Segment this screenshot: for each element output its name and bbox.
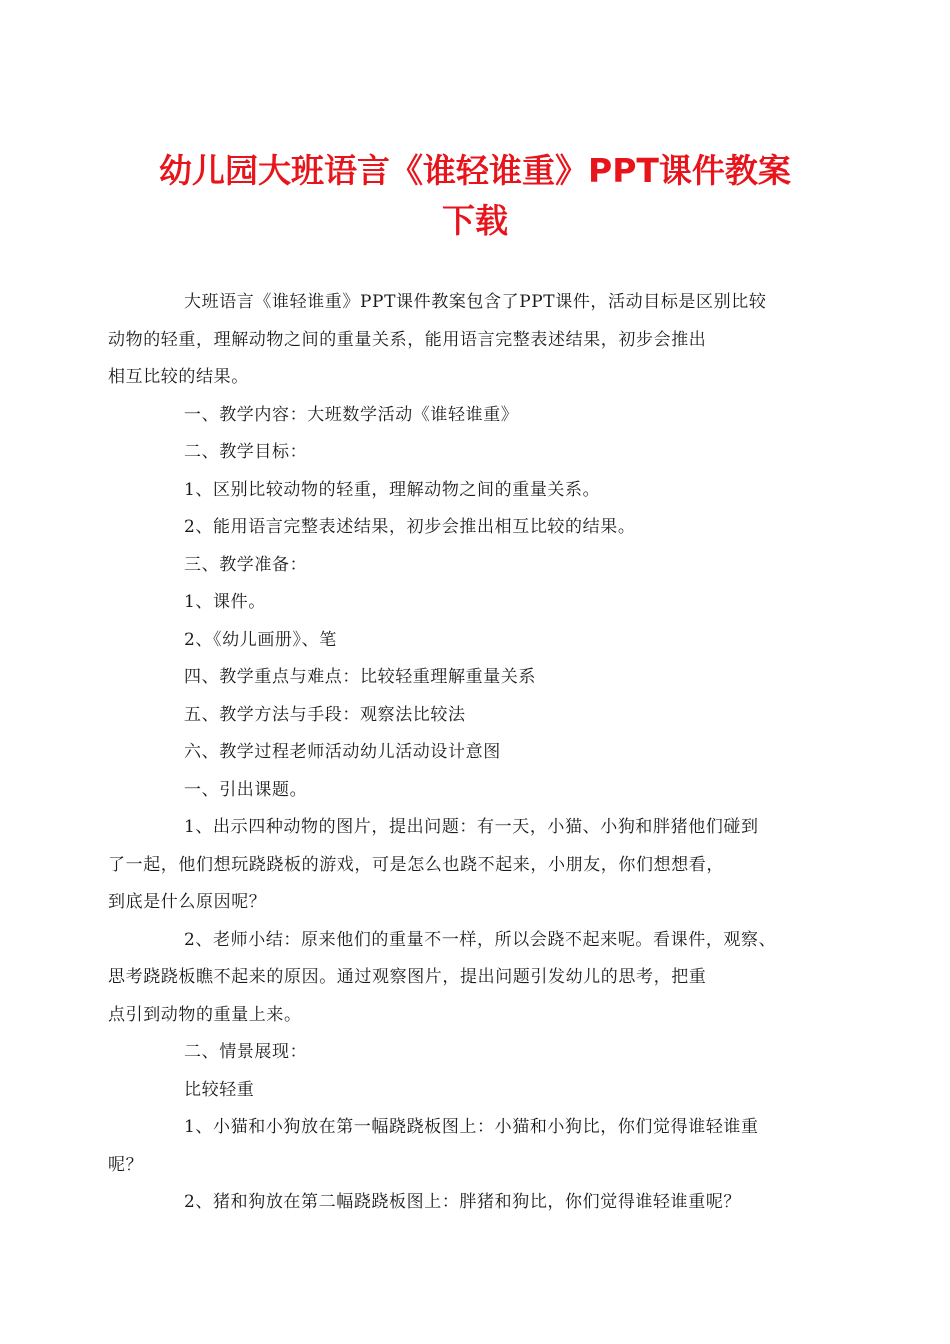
paragraph-line: 三、教学准备： — [184, 554, 308, 575]
paragraph — [146, 509, 816, 547]
document-title — [120, 146, 830, 246]
document-body — [108, 284, 816, 1222]
paragraph-line: 2、猪和狗放在第二幅跷跷板图上：胖猪和狗比，你们觉得谁轻谁重呢？ — [184, 1192, 742, 1212]
paragraph-line: 1、区别比较动物的轻重，理解动物之间的重量关系。 — [184, 479, 601, 500]
paragraph — [146, 697, 816, 735]
paragraph-line: 一、引出课题。 — [184, 779, 308, 800]
paragraph-line: 2、能用语言完整表述结果，初步会推出相互比较的结果。 — [184, 517, 636, 537]
paragraph-line: 思考跷跷板瞧不起来的原因。通过观察图片，提出问题引发幼儿的思考，把重 — [108, 967, 707, 987]
paragraph-line: 点引到动物的重量上来。 — [108, 1004, 302, 1025]
paragraph — [146, 1034, 816, 1072]
paragraph — [146, 547, 816, 585]
paragraph — [146, 734, 816, 772]
paragraph — [108, 284, 816, 397]
paragraph-line: 了一起，他们想玩跷跷板的游戏，可是怎么也跷不起来，小朋友，你们想想看， — [108, 854, 724, 875]
paragraph-line: 大班语言《谁轻谁重》PPT课件教案包含了PPT课件，活动目标是区别比较 — [184, 292, 767, 312]
paragraph-line: 动物的轻重，理解动物之间的重量关系，能用语言完整表述结果，初步会推出 — [108, 329, 707, 350]
paragraph-line: 相互比较的结果。 — [108, 367, 249, 387]
paragraph-line: 呢？ — [108, 1154, 144, 1175]
paragraph — [146, 397, 816, 435]
paragraph — [146, 659, 816, 697]
paragraph-line: 一、教学内容：大班数学活动《谁轻谁重》 — [184, 404, 519, 425]
paragraph — [146, 622, 816, 660]
paragraph-line: 到底是什么原因呢？ — [108, 892, 267, 912]
title-line-2: 下载 — [442, 201, 508, 240]
paragraph-line: 二、教学目标： — [184, 442, 308, 462]
paragraph-line: 二、情景展现： — [184, 1042, 308, 1062]
paragraph-line: 四、教学重点与难点：比较轻重理解重量关系 — [184, 667, 536, 687]
paragraph — [146, 472, 816, 510]
paragraph-line: 1、出示四种动物的图片，提出问题：有一天，小猫、小狗和胖猪他们碰到 — [184, 817, 759, 837]
paragraph — [146, 1184, 816, 1222]
paragraph — [108, 809, 816, 922]
paragraph-line: 五、教学方法与手段：观察法比较法 — [184, 704, 466, 725]
paragraph — [146, 772, 816, 810]
paragraph-line: 1、课件。 — [184, 592, 266, 612]
paragraph — [146, 1072, 816, 1110]
title-line-1: 幼儿园大班语言《谁轻谁重》PPT课件教案 — [159, 151, 791, 190]
paragraph-line: 2、老师小结：原来他们的重量不一样，所以会跷不起来呢。看课件，观察、 — [184, 929, 777, 950]
paragraph-line: 六、教学过程老师活动幼儿活动设计意图 — [184, 742, 501, 762]
paragraph-line: 2、《幼儿画册》、笔 — [184, 629, 337, 650]
paragraph-line: 1、小猫和小狗放在第一幅跷跷板图上：小猫和小狗比，你们觉得谁轻谁重 — [184, 1117, 759, 1137]
paragraph — [108, 922, 816, 1035]
paragraph — [146, 434, 816, 472]
paragraph — [108, 1109, 816, 1184]
paragraph-line: 比较轻重 — [184, 1079, 255, 1100]
paragraph — [146, 584, 816, 622]
